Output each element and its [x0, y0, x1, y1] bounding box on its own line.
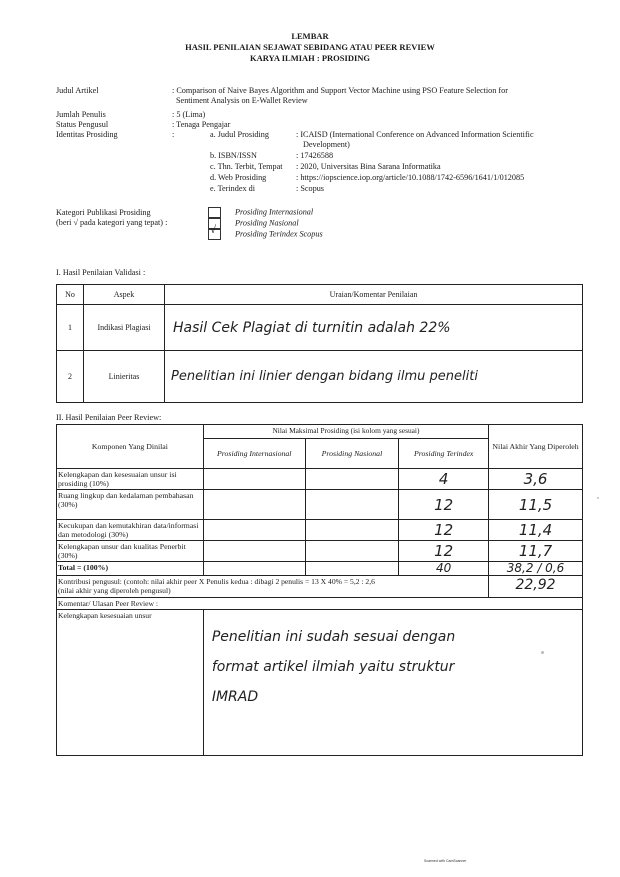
identitas-item-value: : ICAISD (International Conference on Advanced Information Scientific — [296, 130, 534, 139]
table-row — [57, 541, 583, 562]
komentar-header: Komentar/ Ulasan Peer Review : — [57, 598, 583, 610]
row-aspek: Indikasi Plagiasi — [84, 305, 165, 351]
identitas-colon: : — [172, 130, 175, 139]
identitas-prosiding-label: Identitas Prosiding — [56, 130, 118, 139]
identitas-item-label: e. Terindex di — [210, 184, 255, 193]
title-karya-ilmiah: KARYA ILMIAH : PROSIDING — [249, 53, 371, 63]
scan-speck — [597, 497, 599, 499]
jumlah-penulis-label: Jumlah Penulis — [56, 110, 106, 119]
checkbox-internasional[interactable] — [208, 207, 221, 218]
status-pengusul-value: : Tenaga Pengajar — [172, 120, 231, 129]
header-komponen: Komponen Yang Dinilai — [57, 425, 204, 469]
kontribusi-value-handwritten: 22,92 — [489, 576, 583, 598]
komentar-label: Kelengkapan kesesuaian unsur — [57, 610, 204, 756]
identitas-item-label: b. ISBN/ISSN — [210, 151, 257, 160]
judul-artikel-value: : Comparison of Naive Bayes Algorithm and Support Vector Machine using PSO Feature Selection for — [172, 86, 508, 95]
identitas-item-label: d. Web Prosiding — [210, 173, 267, 182]
header-terindex: Prosiding Terindex — [399, 439, 489, 469]
header-nilai-akhir: Nilai Akhir Yang Diperoleh — [489, 425, 583, 469]
row-akhir-handwritten: 11,7 — [489, 541, 583, 562]
peer-review-table — [56, 424, 583, 756]
total-label: Total = (100%) — [57, 562, 204, 576]
validasi-table — [56, 284, 583, 403]
row-terindex-handwritten: 12 — [399, 490, 489, 520]
row-komentar-handwritten: Hasil Cek Plagiat di turnitin adalah 22% — [165, 305, 583, 351]
identitas-item-value: : 17426588 — [296, 151, 334, 160]
row-no: 2 — [57, 351, 84, 403]
row-akhir-handwritten: 11,5 — [489, 490, 583, 520]
status-pengusul-label: Status Pengusul — [56, 120, 109, 129]
section1-title: I. Hasil Penilaian Validasi : — [56, 268, 146, 277]
row-terindex-handwritten: 12 — [399, 520, 489, 541]
scan-speck — [541, 651, 544, 654]
row-komponen: Kelengkapan dan kesesuaian unsur isi prosiding (10%) — [57, 469, 204, 490]
header-nilai-maksimal: Nilai Maksimal Prosiding (isi kolom yang sesuai) — [203, 425, 488, 439]
header-nasional: Prosiding Nasional — [305, 439, 399, 469]
table-row — [57, 351, 583, 403]
judul-artikel-value-2: Sentiment Analysis on E-Wallet Review — [176, 96, 308, 105]
total-row — [57, 562, 583, 576]
identitas-item-value: : https://iopscience.iop.org/article/10.1088/1742-6596/1641/1/012085 — [296, 173, 525, 182]
scanner-watermark: Scanned with CamScanner — [424, 859, 467, 863]
total-akhir-handwritten: 38,2 / 0,6 — [489, 562, 583, 576]
row-komponen: Kelengkapan unsur dan kualitas Penerbit (30%) — [57, 541, 204, 562]
row-akhir-handwritten: 11,4 — [489, 520, 583, 541]
total-terindex-handwritten: 40 — [399, 562, 489, 576]
kategori-instruction: (beri √ pada kategori yang tepat) : — [56, 218, 168, 227]
jumlah-penulis-value: : 5 (Lima) — [172, 110, 206, 119]
table-row — [57, 520, 583, 541]
row-terindex-handwritten: 4 — [399, 469, 489, 490]
row-no: 1 — [57, 305, 84, 351]
row-komponen: Ruang lingkup dan kedalaman pembahasan (30%) — [57, 490, 204, 520]
judul-artikel-label: Judul Artikel — [56, 86, 99, 95]
row-terindex-handwritten: 12 — [399, 541, 489, 562]
header-aspek: Aspek — [84, 285, 165, 305]
row-komponen: Kecukupan dan kemutakhiran data/informasi dan metodologi (30%) — [57, 520, 204, 541]
kontribusi-text: Kontribusi pengusul: (contoh: nilai akhir peer X Penulis kedua : dibagi 2 penulis = 13 X 40% = 5,2 : 2,6 (nilai akhir yang diperoleh pengusul) — [57, 576, 489, 598]
row-akhir-handwritten: 3,6 — [489, 469, 583, 490]
kategori-option-nasional[interactable]: Prosiding Nasional — [208, 218, 299, 229]
table-row — [57, 469, 583, 490]
kontribusi-row — [57, 576, 583, 598]
row-komentar-handwritten: Penelitian ini linier dengan bidang ilmu peneliti — [165, 351, 583, 403]
table-row — [57, 490, 583, 520]
kategori-option-internasional[interactable]: Prosiding Internasional — [208, 207, 313, 218]
kategori-option-scopus[interactable]: √ Prosiding Terindex Scopus — [210, 224, 323, 239]
identitas-item-value: : 2020, Universitas Bina Sarana Informatika — [296, 162, 441, 171]
row-aspek: Linieritas — [84, 351, 165, 403]
kategori-label: Kategori Publikasi Prosiding — [56, 208, 151, 217]
check-mark-icon: √ — [210, 224, 217, 236]
title-lembar: LEMBAR — [291, 31, 329, 41]
title-hasil-penilaian: HASIL PENILAIAN SEJAWAT SEBIDANG ATAU PEER REVIEW — [185, 42, 435, 52]
section2-title: II. Hasil Penilaian Peer Review: — [56, 413, 162, 422]
identitas-item-value: Development) — [303, 140, 350, 149]
identitas-item-value: : Scopus — [296, 184, 324, 193]
identitas-item-label: a. Judul Prosiding — [210, 130, 269, 139]
header-uraian: Uraian/Komentar Penilaian — [165, 285, 583, 305]
checkbox-scopus[interactable] — [208, 224, 221, 240]
header-no: No — [57, 285, 84, 305]
identitas-item-label: c. Thn. Terbit, Tempat — [210, 162, 283, 171]
header-internasional: Prosiding Internasional — [203, 439, 305, 469]
table-row — [57, 305, 583, 351]
komentar-handwritten: Penelitian ini sudah sesuai dengan format artikel ilmiah yaitu struktur IMRAD — [203, 610, 582, 756]
